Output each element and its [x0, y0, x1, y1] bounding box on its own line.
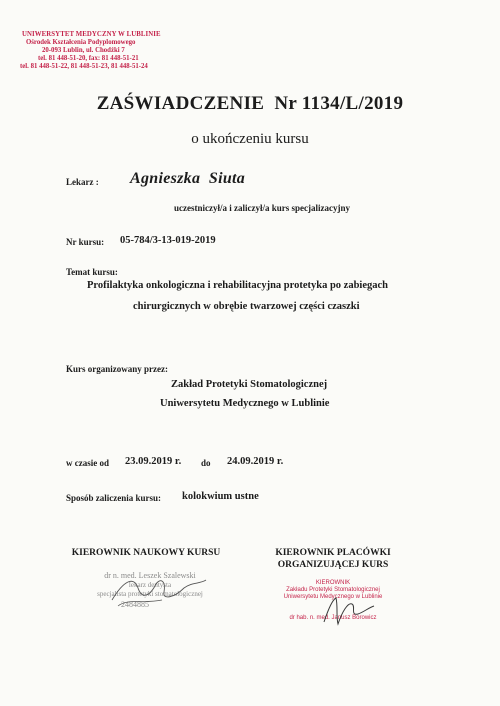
- scientific-director-heading: KIEROWNIK NAUKOWY KURSU: [71, 548, 221, 558]
- right-heading-line-2: ORGANIZUJĄCEJ KURS: [277, 560, 389, 570]
- left-stamp-line-3: specjalista protetyki stomatologicznej: [97, 590, 203, 598]
- left-stamp-line-1: dr n. med. Leszek Szalewski: [104, 571, 196, 580]
- organizer-line-2: Uniwersytetu Medycznego w Lublinie: [160, 398, 330, 409]
- assessment-label: Sposób zaliczenia kursu:: [66, 493, 162, 503]
- doctor-name: Agnieszka Siuta: [130, 170, 246, 187]
- stamp-line-1: UNIWERSYTET MEDYCZNY W LUBLINIE: [22, 31, 161, 38]
- assessment-value: kolokwium ustne: [182, 491, 259, 502]
- organizer-line-1: Zakład Protetyki Stomatologicznej: [171, 379, 328, 390]
- institution-stamp: [20, 31, 161, 71]
- left-stamp-line-2: lekarz dentysta: [128, 580, 172, 589]
- right-stamp-line-1: KIEROWNIK: [315, 580, 351, 586]
- right-stamp-line-2: Zakładu Protetyki Stomatologicznej: [286, 587, 380, 594]
- right-signature: [318, 592, 378, 632]
- doctor-label: Lekarz :: [66, 177, 99, 187]
- stamp-line-4: tel. 81 448-51-20, fax: 81 448-51-21: [38, 55, 139, 63]
- date-to-label: do: [201, 458, 211, 468]
- stamp-line-2: Ośrodek Kształcenia Podyplomowego: [26, 39, 136, 47]
- completion-statement: uczestniczył/a i zaliczył/a kurs specjalizacyjny: [174, 203, 350, 213]
- certificate-title: ZAŚWIADCZENIE Nr 1134/L/2019: [96, 93, 404, 114]
- stamp-line-5: tel. 81 448-51-22, 81 448-51-23, 81 448-51-24: [20, 63, 148, 71]
- left-stamp-line-4: 2484885: [121, 599, 149, 609]
- course-number-label: Nr kursu:: [66, 237, 105, 247]
- course-number-value: 05-784/3-13-019-2019: [120, 235, 216, 246]
- date-from-value: 23.09.2019 r.: [125, 456, 182, 467]
- right-stamp-line-4: dr hab. n. med. Janusz Borowicz: [289, 614, 377, 621]
- right-heading-line-1: KIEROWNIK PLACÓWKI: [275, 548, 391, 558]
- left-signature: [104, 570, 214, 615]
- date-to-value: 24.09.2019 r.: [227, 456, 284, 467]
- topic-line-1: Profilaktyka onkologiczna i rehabilitacyjna protetyka po zabiegach: [87, 280, 389, 291]
- organizer-label: Kurs organizowany przez:: [66, 364, 168, 374]
- topic-line-2: chirurgicznych w obrębie twarzowej części czaszki: [133, 301, 360, 312]
- date-from-label: w czasie od: [66, 458, 109, 468]
- certificate-subtitle: o ukończeniu kursu: [191, 131, 309, 147]
- institution-head-heading: [258, 547, 408, 571]
- topic-label: Temat kursu:: [66, 267, 118, 277]
- stamp-line-3: 20-093 Lublin, ul. Chodźki 7: [42, 47, 125, 55]
- right-stamp-line-3: Uniwersytetu Medycznego w Lublinie: [283, 594, 383, 601]
